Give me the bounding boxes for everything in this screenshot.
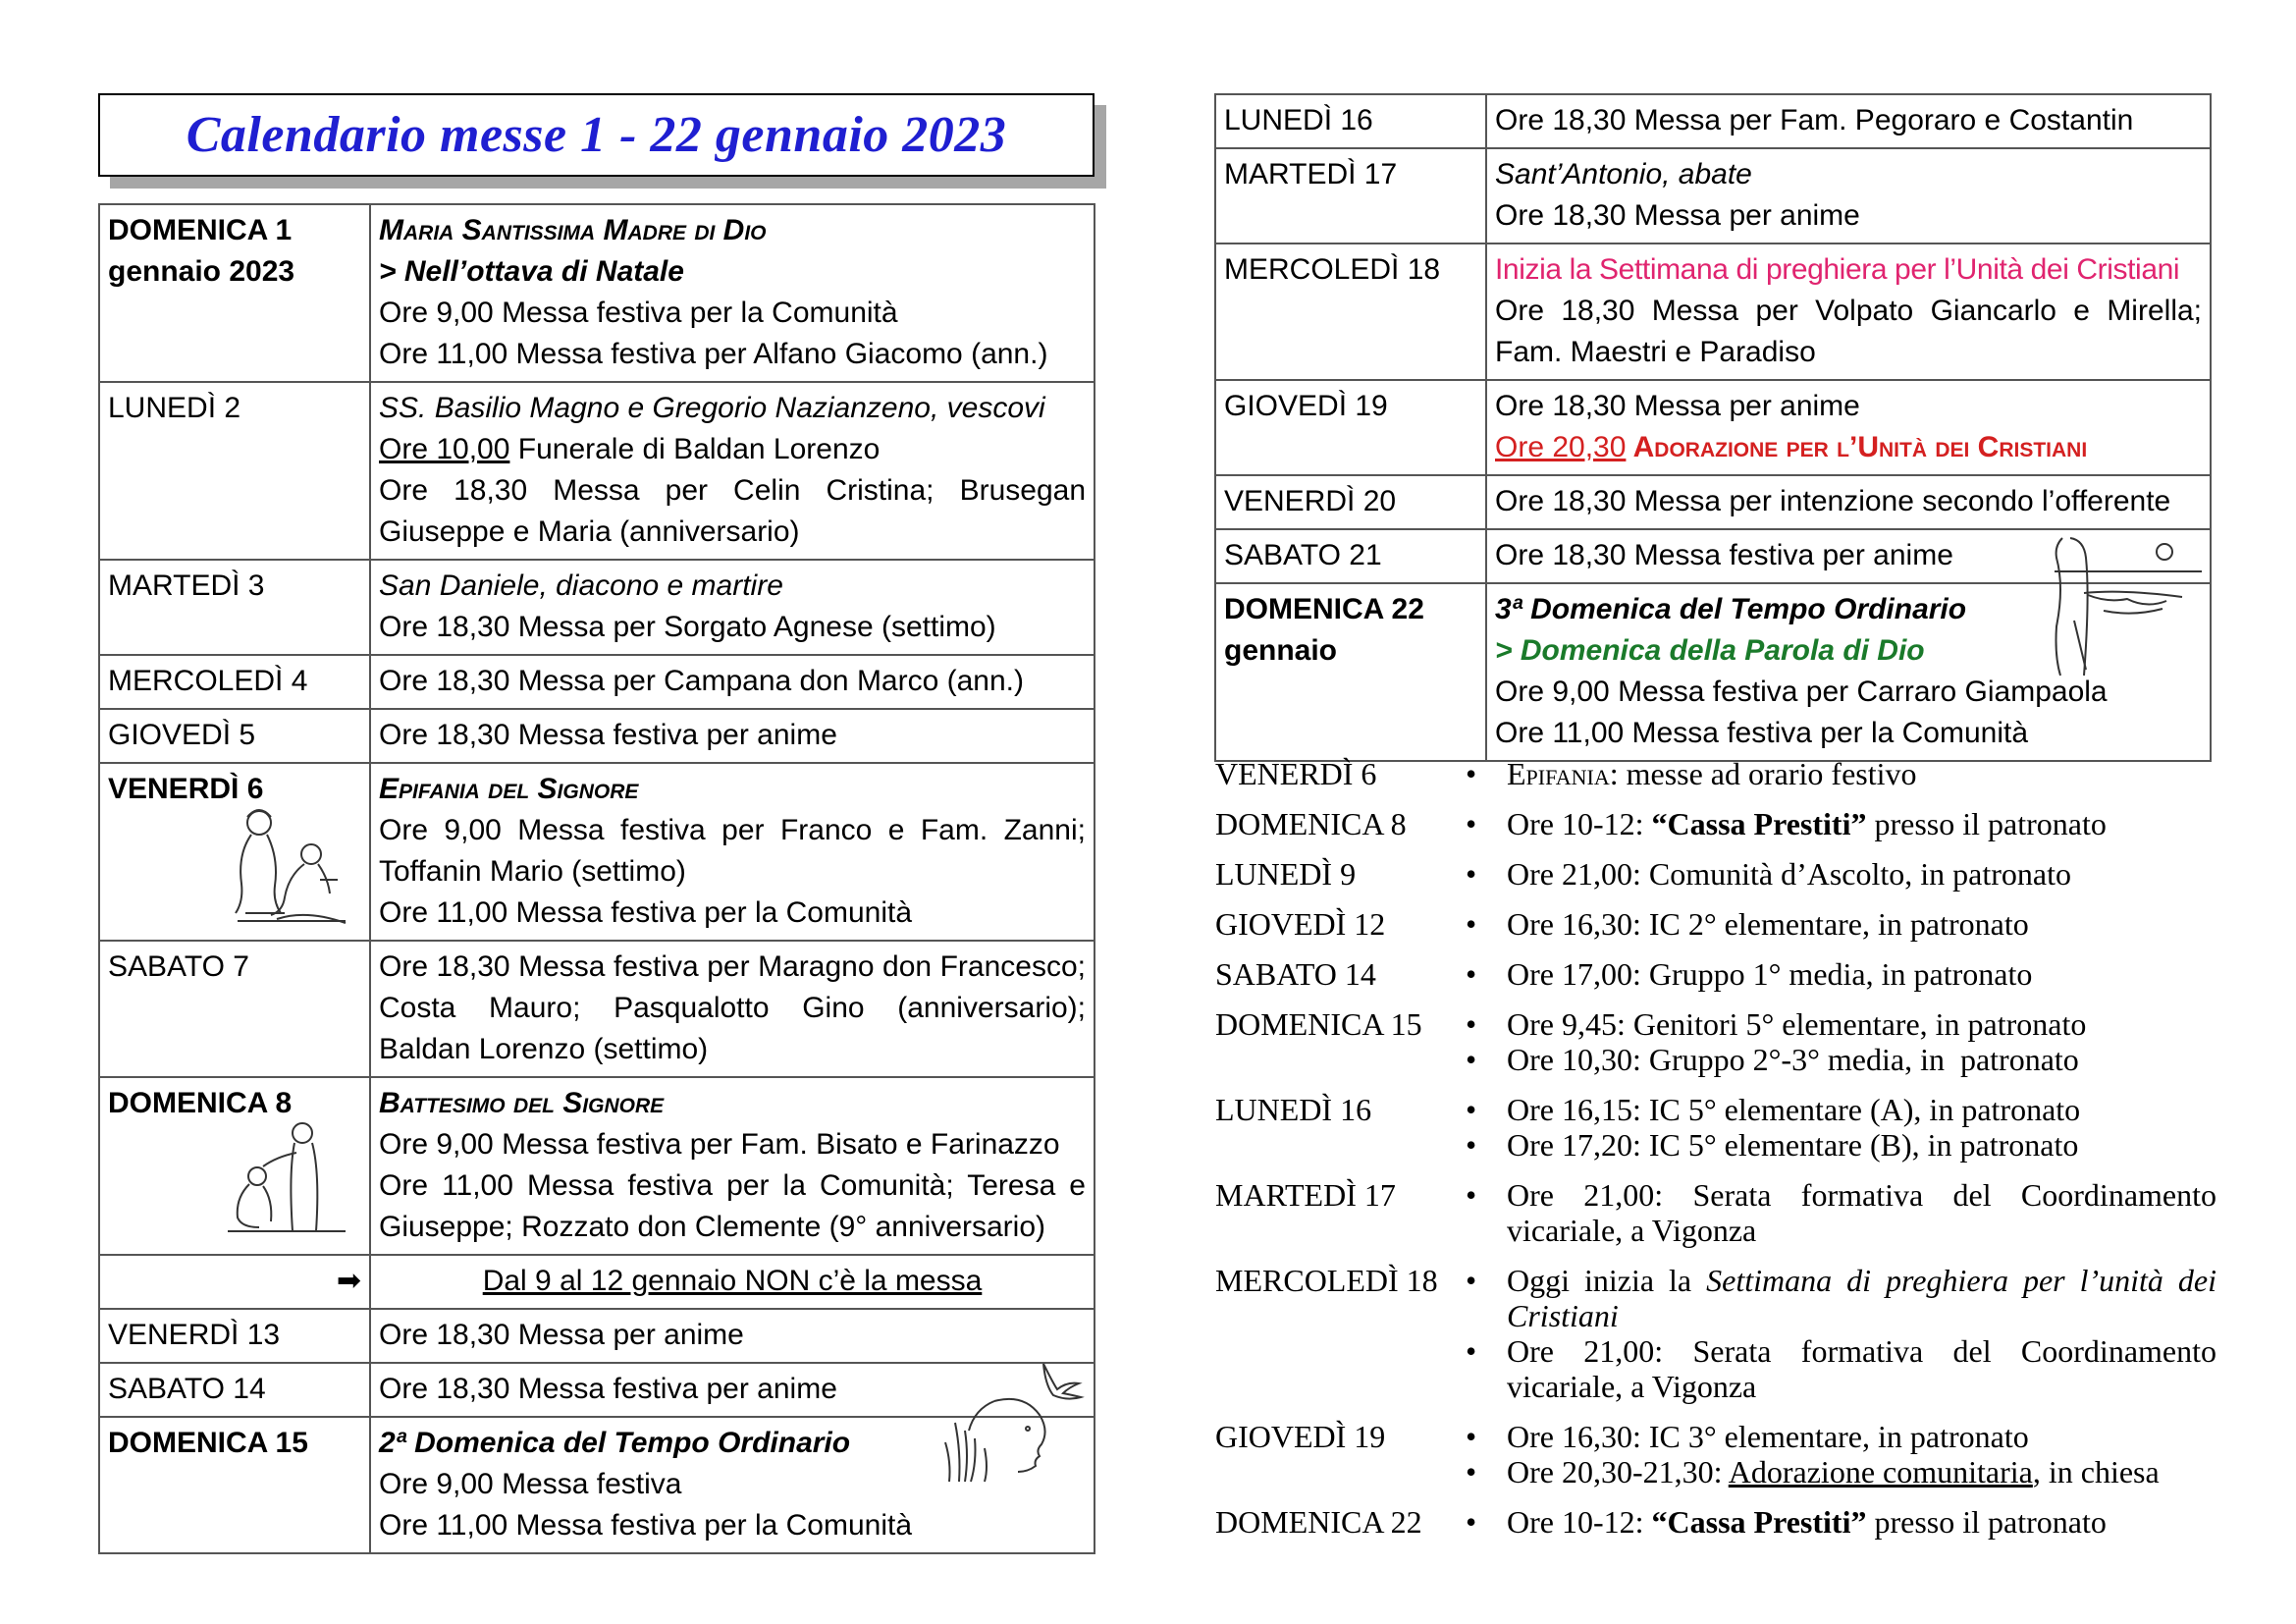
table-row xyxy=(99,655,1095,709)
agenda-text: Ore 21,00: Serata formativa del Coordinamento vicariale, a Vigonza xyxy=(1507,1177,2216,1248)
events-cell xyxy=(1486,94,2211,148)
table-row xyxy=(1215,475,2211,529)
arrow-right-icon: ➡ xyxy=(336,1265,361,1297)
events-cell xyxy=(370,941,1095,1077)
day-label: MERCOLEDÌ 4 xyxy=(108,665,308,697)
mass-line: Ore 11,00 Messa festiva per la Comunità; Teresa e Giuseppe; Rozzato don Clemente (9° anniversario) xyxy=(379,1169,1086,1243)
day-cell xyxy=(1215,148,1486,244)
table-row xyxy=(1215,244,2211,380)
table-row xyxy=(99,382,1095,560)
bullet-icon: • xyxy=(1466,1263,1477,1298)
mass-line: Ore 11,00 Messa festiva per la Comunità xyxy=(379,1509,913,1542)
saint-line: Sant’Antonio, abate xyxy=(1495,158,1752,190)
agenda-italic: Settimana di preghiera per l’unità dei Cristiani xyxy=(1507,1263,2217,1333)
agenda-text: Ore 10-12: xyxy=(1507,806,1652,841)
day-cell xyxy=(99,1309,370,1363)
day-label: gennaio 2023 xyxy=(108,255,295,288)
agenda-text: , in chiesa xyxy=(2032,1454,2160,1489)
table-row xyxy=(99,1255,1095,1309)
events-cell xyxy=(370,709,1095,763)
adoration-text: Adorazione per l’Unità dei Cristiani xyxy=(1626,431,2088,463)
adoration-line xyxy=(1495,427,2202,468)
agenda-day: MARTEDÌ 17 xyxy=(1215,1177,1396,1213)
day-label: gennaio xyxy=(1224,634,1338,667)
agenda-row xyxy=(1215,756,2216,791)
bullet-icon: • xyxy=(1466,1006,1477,1042)
agenda-text: Ore 9,45: Genitori 5° elementare, in patronato xyxy=(1507,1006,2087,1042)
mass-line: Ore 18,30 Messa per Sorgato Agnese (settimo) xyxy=(379,611,996,643)
day-label: GIOVEDÌ 5 xyxy=(108,719,256,751)
table-row xyxy=(99,204,1095,382)
agenda-text: Ore 21,00: Comunità d’Ascolto, in patronato xyxy=(1507,856,2072,892)
agenda-text: Ore 16,15: IC 5° elementare (A), in patronato xyxy=(1507,1092,2081,1127)
bullet-icon: • xyxy=(1466,906,1477,942)
agenda-row xyxy=(1215,1006,2216,1077)
bullet-icon: • xyxy=(1466,1333,1477,1369)
agenda-day: LUNEDÌ 9 xyxy=(1215,856,1357,892)
day-label: GIOVEDÌ 19 xyxy=(1224,390,1388,422)
agenda-row xyxy=(1215,1419,2216,1489)
agenda-item xyxy=(1466,756,2216,791)
table-row xyxy=(99,1077,1095,1255)
unity-week-highlight: Inizia la Settimana di preghiera per l’Unità dei Cristiani xyxy=(1495,253,2180,286)
bullet-icon: • xyxy=(1466,856,1477,892)
baptism-illustration xyxy=(218,1119,350,1237)
agenda-item xyxy=(1466,906,2216,942)
table-row xyxy=(1215,94,2211,148)
adoration-time: Ore 20,30 xyxy=(1495,431,1627,463)
funeral-text: Funerale di Baldan Lorenzo xyxy=(509,433,881,465)
bullet-icon: • xyxy=(1466,1127,1477,1163)
agenda-bold: “Cassa Prestiti” xyxy=(1651,806,1867,841)
mass-line: Ore 18,30 Messa per Volpato Giancarlo e Mirella; Fam. Maestri e Paradiso xyxy=(1495,295,2202,368)
day-label: SABATO 7 xyxy=(108,950,249,983)
mass-line: Ore 18,30 Messa per Celin Cristina; Brusegan Giuseppe e Maria (anniversario) xyxy=(379,474,1086,548)
agenda-text: Ore 21,00: Serata formativa del Coordinamento vicariale, a Vigonza xyxy=(1507,1333,2216,1404)
mass-line: Ore 18,30 Messa per anime xyxy=(379,1319,744,1351)
agenda-item xyxy=(1466,1127,2216,1163)
bullet-icon: • xyxy=(1466,956,1477,992)
agenda-text: Ore 16,30: IC 3° elementare, in patronato xyxy=(1507,1419,2029,1454)
agenda-day: VENERDÌ 6 xyxy=(1215,756,1377,791)
calendar-table-left xyxy=(98,203,1095,1554)
agenda-text: Oggi inizia la xyxy=(1507,1263,1707,1298)
day-cell xyxy=(99,1363,370,1417)
mass-line: Ore 9,00 Messa festiva per la Comunità xyxy=(379,297,898,329)
title-box xyxy=(98,93,1095,177)
agenda-day: GIOVEDÌ 12 xyxy=(1215,906,1386,942)
sunday-title: 3ª Domenica del Tempo Ordinario xyxy=(1495,593,1967,625)
agenda-text: Ore 16,30: IC 2° elementare, in patronato xyxy=(1507,906,2029,942)
bullet-icon: • xyxy=(1466,1092,1477,1127)
table-row xyxy=(1215,529,2211,583)
mass-line: Ore 18,30 Messa festiva per Maragno don Francesco; Costa Mauro; Pasqualotto Gino (anniversario); Baldan Lorenzo (settimo) xyxy=(379,950,1086,1065)
day-label: DOMENICA 8 xyxy=(108,1087,293,1119)
mass-line: Ore 18,30 Messa festiva per anime xyxy=(379,719,837,751)
feast-title: Battesimo del Signore xyxy=(379,1087,665,1119)
sunday-title: 2ª Domenica del Tempo Ordinario xyxy=(379,1427,851,1459)
agenda-item xyxy=(1466,856,2216,892)
table-row xyxy=(99,560,1095,655)
agenda-text: Ore 17,00: Gruppo 1° media, in patronato xyxy=(1507,956,2033,992)
feast-note: > Nell’ottava di Natale xyxy=(379,255,684,288)
day-cell xyxy=(1215,475,1486,529)
agenda-item xyxy=(1466,1504,2216,1540)
agenda-day: DOMENICA 22 xyxy=(1215,1504,1422,1540)
reader-illustration xyxy=(2045,532,2210,679)
mass-line: Ore 9,00 Messa festiva per Carraro Giampaola xyxy=(1495,676,2108,708)
agenda-item xyxy=(1466,1333,2216,1404)
agenda-row xyxy=(1215,956,2216,992)
day-cell xyxy=(1215,529,1486,583)
day-cell xyxy=(1215,244,1486,380)
agenda-row xyxy=(1215,906,2216,942)
day-label: LUNEDÌ 16 xyxy=(1224,104,1373,136)
magi-illustration xyxy=(218,803,350,929)
arrow-cell xyxy=(99,1255,370,1309)
mass-line: Ore 18,30 Messa per Fam. Pegoraro e Costantin xyxy=(1495,104,2134,136)
bullet-icon: • xyxy=(1466,1419,1477,1454)
agenda-smallcaps: Epifania xyxy=(1507,756,1610,791)
agenda-text: Ore 17,20: IC 5° elementare (B), in patronato xyxy=(1507,1127,2079,1163)
baptism-dove-illustration xyxy=(926,1354,1093,1501)
day-label: MERCOLEDÌ 18 xyxy=(1224,253,1441,286)
agenda-item xyxy=(1466,1092,2216,1127)
saint-line: San Daniele, diacono e martire xyxy=(379,569,783,602)
day-label: LUNEDÌ 2 xyxy=(108,392,241,424)
agenda-row xyxy=(1215,1177,2216,1248)
day-cell xyxy=(99,560,370,655)
bullet-icon: • xyxy=(1466,1454,1477,1489)
mass-line: Ore 9,00 Messa festiva per Fam. Bisato e Farinazzo xyxy=(379,1128,1060,1161)
agenda-item xyxy=(1466,1263,2216,1333)
mass-line: Ore 18,30 Messa per Campana don Marco (ann.) xyxy=(379,665,1024,697)
saint-line: SS. Basilio Magno e Gregorio Nazianzeno, vescovi xyxy=(379,392,1045,424)
events-cell xyxy=(370,1077,1095,1255)
bullet-icon: • xyxy=(1466,756,1477,791)
events-cell xyxy=(1486,244,2211,380)
day-cell xyxy=(99,763,370,941)
agenda-bold: “Cassa Prestiti” xyxy=(1651,1504,1867,1540)
bullet-icon: • xyxy=(1466,1177,1477,1213)
agenda-text: Ore 20,30-21,30: xyxy=(1507,1454,1729,1489)
day-cell xyxy=(1215,583,1486,761)
day-label: VENERDÌ 20 xyxy=(1224,485,1397,517)
agenda-row xyxy=(1215,1092,2216,1163)
bullet-icon: • xyxy=(1466,1504,1477,1540)
mass-line: Ore 11,00 Messa festiva per la Comunità xyxy=(1495,717,2029,749)
agenda-text: Ore 10-12: xyxy=(1507,1504,1652,1540)
agenda-text: presso il patronato xyxy=(1866,806,2107,841)
day-label: VENERDÌ 13 xyxy=(108,1319,281,1351)
day-cell xyxy=(99,941,370,1077)
day-cell xyxy=(99,709,370,763)
agenda-item xyxy=(1466,806,2216,841)
agenda-item xyxy=(1466,1042,2216,1077)
day-label: DOMENICA 15 xyxy=(108,1427,308,1459)
agenda-day: SABATO 14 xyxy=(1215,956,1376,992)
table-row xyxy=(99,1363,1095,1417)
calendar-table-right xyxy=(1214,93,2212,762)
events-cell xyxy=(370,560,1095,655)
table-row xyxy=(99,709,1095,763)
agenda-item xyxy=(1466,956,2216,992)
mass-line: Ore 18,30 Messa per anime xyxy=(1495,390,1860,422)
table-row xyxy=(1215,380,2211,475)
no-mass-notice: Dal 9 al 12 gennaio NON c’è la messa xyxy=(482,1265,983,1297)
day-label: DOMENICA 1 xyxy=(108,214,293,246)
day-cell xyxy=(99,1417,370,1553)
day-label: MARTEDÌ 17 xyxy=(1224,158,1398,190)
agenda-text: : messe ad orario festivo xyxy=(1609,756,1917,791)
word-of-god-note: > Domenica della Parola di Dio xyxy=(1495,634,1925,667)
events-cell xyxy=(1486,380,2211,475)
underlined-time: Ore 10,00 xyxy=(379,433,510,465)
mass-line: Ore 18,30 Messa festiva per anime xyxy=(1495,539,1953,571)
day-cell xyxy=(99,204,370,382)
agenda-item xyxy=(1466,1177,2216,1248)
day-cell xyxy=(99,1077,370,1255)
events-cell xyxy=(370,382,1095,560)
events-cell xyxy=(1486,475,2211,529)
agenda-day: DOMENICA 15 xyxy=(1215,1006,1422,1042)
day-label: VENERDÌ 6 xyxy=(108,773,264,805)
table-row xyxy=(1215,148,2211,244)
day-label: SABATO 21 xyxy=(1224,539,1382,571)
mass-line: Ore 11,00 Messa festiva per la Comunità xyxy=(379,896,913,929)
day-cell xyxy=(1215,94,1486,148)
day-label: DOMENICA 22 xyxy=(1224,593,1424,625)
page-title: Calendario messe 1 - 22 gennaio 2023 xyxy=(186,107,1007,163)
day-cell xyxy=(99,382,370,560)
agenda-day: DOMENICA 8 xyxy=(1215,806,1407,841)
agenda-row xyxy=(1215,1263,2216,1404)
agenda-day: MERCOLEDÌ 18 xyxy=(1215,1263,1438,1298)
mass-line: Ore 9,00 Messa festiva per Franco e Fam. Zanni; Toffanin Mario (settimo) xyxy=(379,814,1086,888)
events-cell xyxy=(370,204,1095,382)
events-cell xyxy=(370,1363,1095,1417)
agenda-item xyxy=(1466,1419,2216,1454)
events-cell xyxy=(1486,148,2211,244)
agenda-item xyxy=(1466,1006,2216,1042)
day-cell xyxy=(1215,380,1486,475)
mass-line: Ore 18,30 Messa per anime xyxy=(1495,199,1860,232)
events-cell xyxy=(370,655,1095,709)
mass-line: Ore 18,30 Messa festiva per anime xyxy=(379,1373,837,1405)
agenda-text: presso il patronato xyxy=(1866,1504,2107,1540)
agenda-day: LUNEDÌ 16 xyxy=(1215,1092,1372,1127)
agenda-row xyxy=(1215,1504,2216,1540)
agenda-row xyxy=(1215,856,2216,892)
feast-title: Epifania del Signore xyxy=(379,773,639,805)
day-cell xyxy=(99,655,370,709)
funeral-line xyxy=(379,429,1086,470)
mass-line: Ore 9,00 Messa festiva xyxy=(379,1468,682,1500)
day-label: SABATO 14 xyxy=(108,1373,266,1405)
title-frame xyxy=(98,93,1095,177)
agenda-day: GIOVEDÌ 19 xyxy=(1215,1419,1386,1454)
table-row xyxy=(99,763,1095,941)
agenda-item xyxy=(1466,1454,2216,1489)
bullet-icon: • xyxy=(1466,806,1477,841)
bullet-icon: • xyxy=(1466,1042,1477,1077)
agenda-row xyxy=(1215,806,2216,841)
table-row xyxy=(99,941,1095,1077)
events-cell xyxy=(370,763,1095,941)
day-label: MARTEDÌ 3 xyxy=(108,569,265,602)
agenda-text: Ore 10,30: Gruppo 2°-3° media, in patronato xyxy=(1507,1042,2079,1077)
mass-line: Ore 11,00 Messa festiva per Alfano Giacomo (ann.) xyxy=(379,338,1048,370)
mass-line: Ore 18,30 Messa per intenzione secondo l’offerente xyxy=(1495,485,2171,517)
weekly-agenda xyxy=(1215,756,2216,1554)
agenda-underlined: Adorazione comunitaria xyxy=(1728,1454,2033,1489)
notice-cell xyxy=(370,1255,1095,1309)
events-cell xyxy=(1486,529,2211,583)
feast-title: Maria Santissima Madre di Dio xyxy=(379,214,767,246)
